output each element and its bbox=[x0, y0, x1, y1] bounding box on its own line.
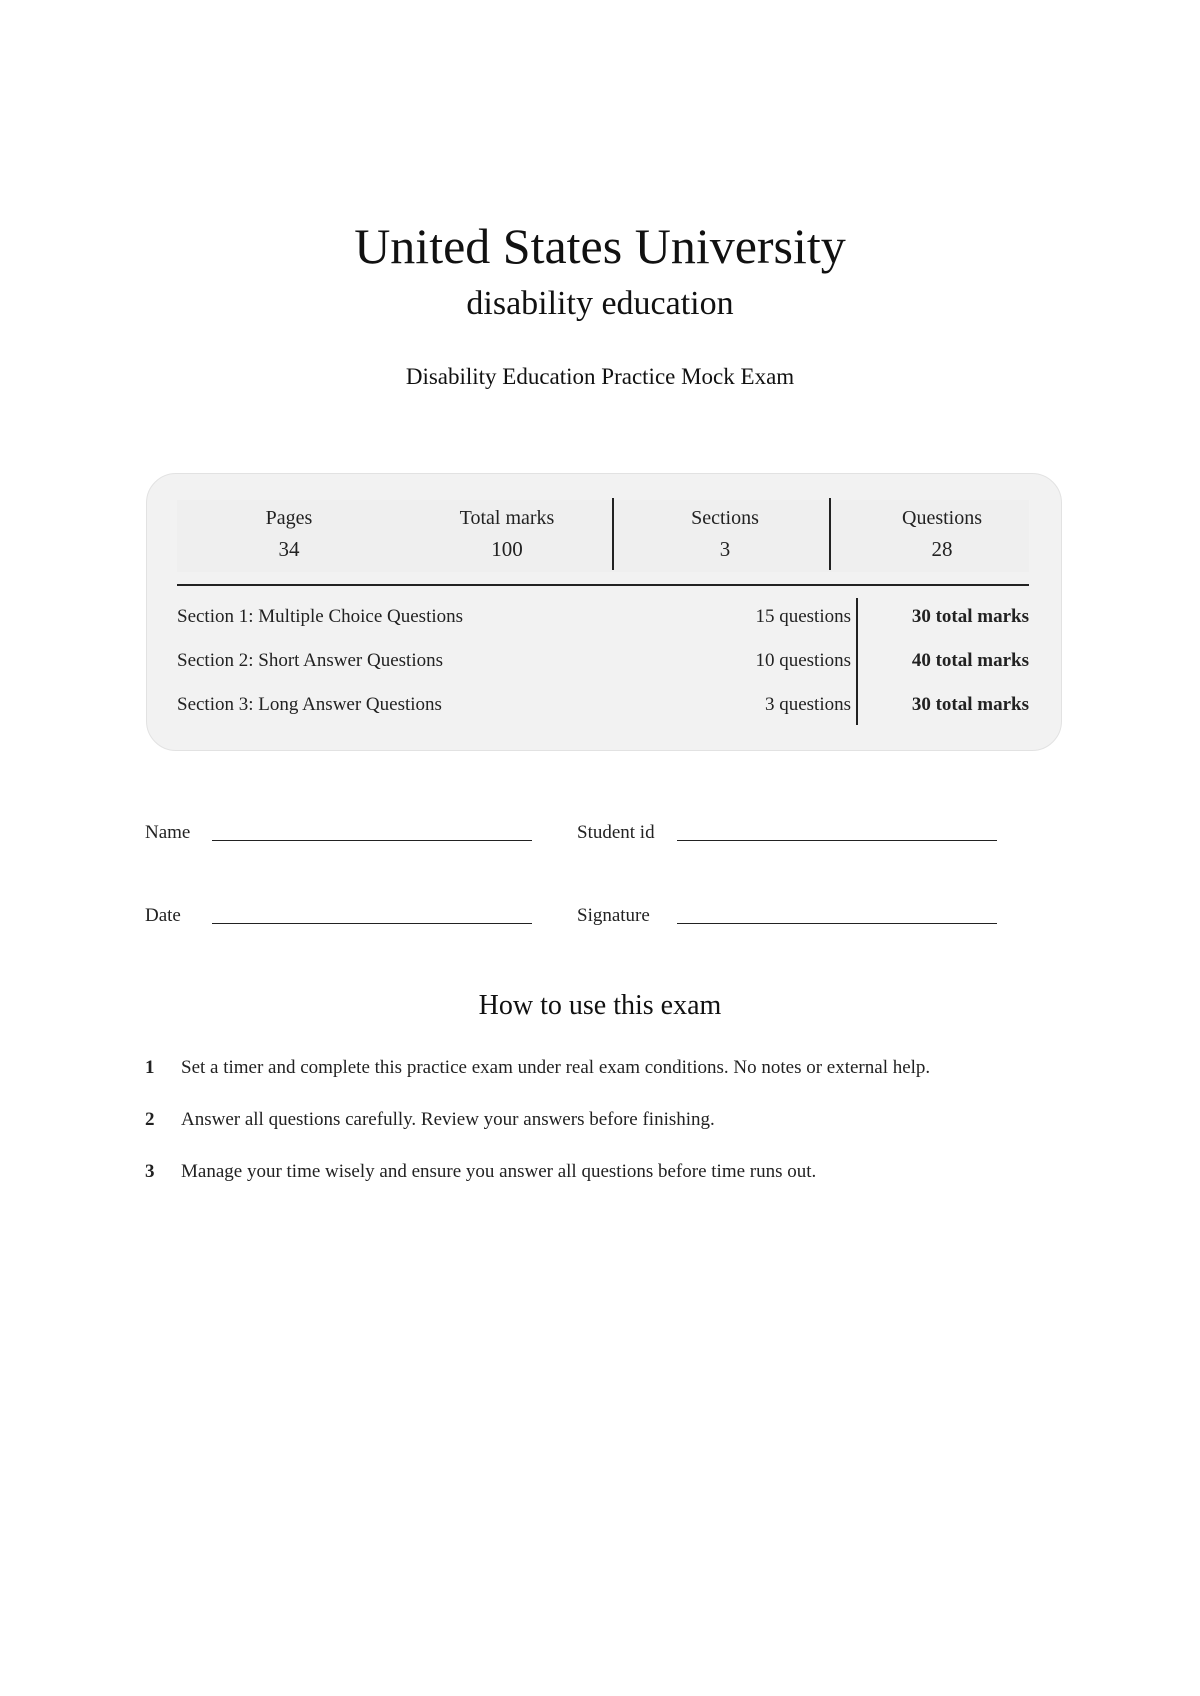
summary-divider bbox=[177, 584, 1029, 586]
section-name: Section 3: Long Answer Questions bbox=[177, 694, 442, 715]
student-id-field-line[interactable] bbox=[677, 840, 997, 841]
section-marks: 30 total marks bbox=[911, 694, 1029, 715]
stat-questions-label: Questions bbox=[902, 507, 982, 529]
stat-questions-value: 28 bbox=[931, 537, 953, 561]
stats-divider bbox=[829, 498, 831, 570]
instruction-text: Answer all questions carefully. Review your answers before finishing. bbox=[181, 1109, 715, 1130]
stats-divider bbox=[612, 498, 614, 570]
name-field-line[interactable] bbox=[212, 840, 532, 841]
stats-row bbox=[177, 500, 1029, 572]
signature-field-label: Signature bbox=[577, 905, 650, 926]
stat-sections bbox=[625, 500, 825, 565]
stat-pages bbox=[189, 500, 389, 565]
instructions-title: How to use this exam bbox=[478, 990, 722, 1021]
date-field-label: Date bbox=[145, 905, 181, 926]
stat-total-marks-value: 100 bbox=[491, 537, 523, 561]
section-row bbox=[177, 690, 1029, 720]
stat-total-marks-label: Total marks bbox=[459, 507, 555, 529]
section-name: Section 1: Multiple Choice Questions bbox=[177, 606, 464, 627]
stat-pages-value: 34 bbox=[278, 537, 300, 561]
section-marks: 30 total marks bbox=[911, 606, 1029, 627]
student-id-field-label: Student id bbox=[577, 822, 655, 843]
instruction-number: 1 bbox=[145, 1057, 155, 1078]
stat-total-marks bbox=[407, 500, 607, 565]
exam-summary-card bbox=[146, 473, 1062, 751]
instruction-text: Manage your time wisely and ensure you answer all questions before time runs out. bbox=[181, 1161, 817, 1182]
name-field-label: Name bbox=[145, 822, 191, 843]
university-title: United States University bbox=[354, 218, 846, 274]
instruction-number: 3 bbox=[145, 1161, 155, 1182]
section-row bbox=[177, 602, 1029, 632]
date-field-line[interactable] bbox=[212, 923, 532, 924]
section-question-count: 10 questions bbox=[755, 650, 851, 671]
exam-name: Disability Education Practice Mock Exam bbox=[405, 364, 795, 389]
instruction-number: 2 bbox=[145, 1109, 155, 1130]
section-name: Section 2: Short Answer Questions bbox=[177, 650, 443, 671]
instruction-text: Set a timer and complete this practice exam under real exam conditions. No notes or external help. bbox=[181, 1057, 931, 1078]
section-question-count: 3 questions bbox=[764, 694, 851, 715]
stat-sections-label: Sections bbox=[691, 507, 759, 529]
section-row bbox=[177, 646, 1029, 676]
section-question-count: 15 questions bbox=[755, 606, 851, 627]
stat-questions bbox=[842, 500, 1042, 565]
stat-sections-value: 3 bbox=[719, 537, 731, 561]
signature-field-line[interactable] bbox=[677, 923, 997, 924]
stat-pages-label: Pages bbox=[265, 507, 313, 529]
section-marks: 40 total marks bbox=[911, 650, 1029, 671]
course-subtitle: disability education bbox=[466, 285, 734, 322]
